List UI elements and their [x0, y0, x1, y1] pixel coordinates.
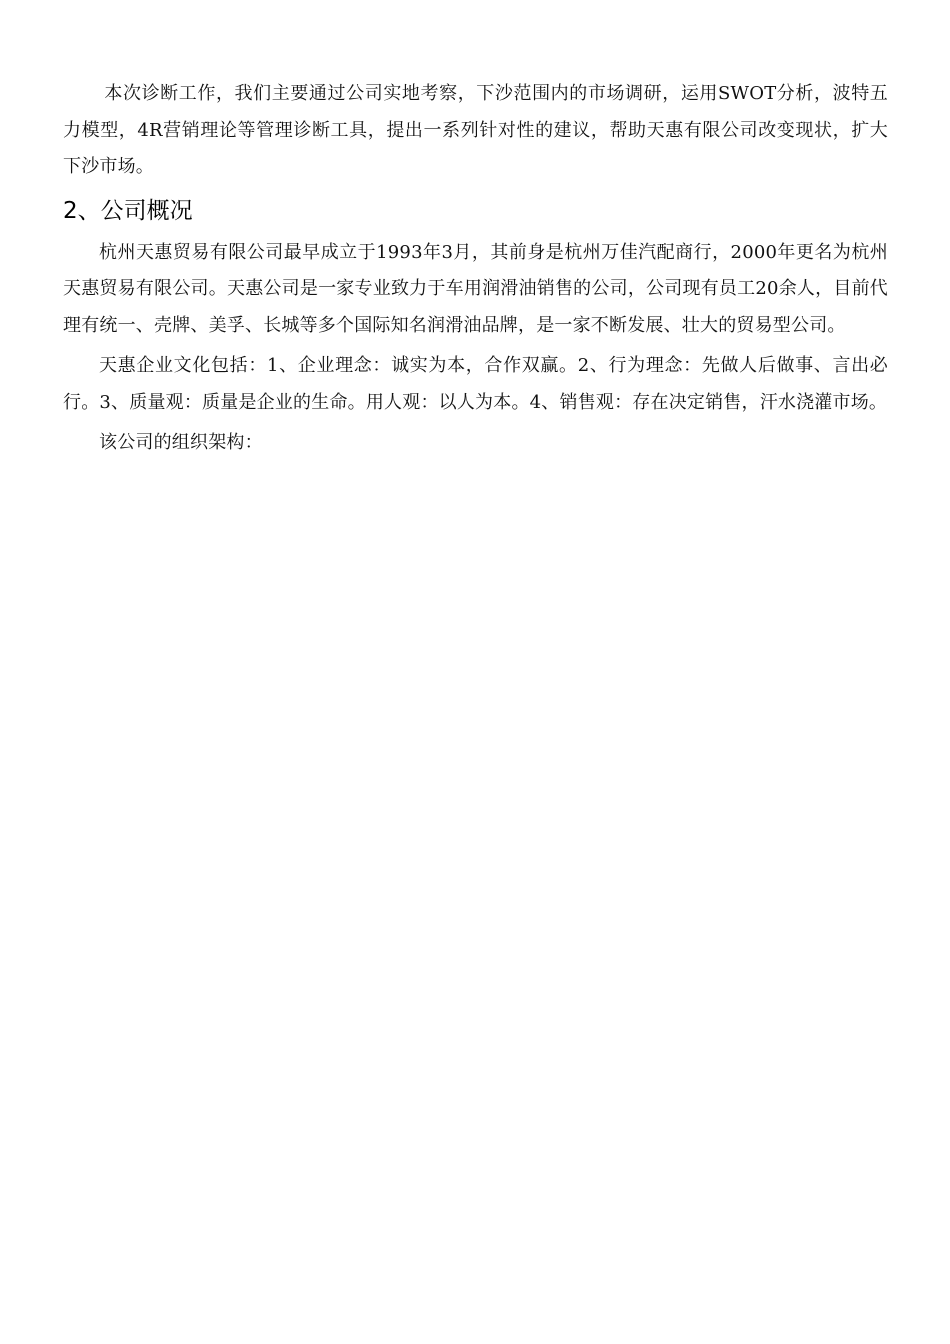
- company-overview-paragraph: 杭州天惠贸易有限公司最早成立于1993年3月，其前身是杭州万佳汽配商行，2000年更名为杭州天惠贸易有限公司。天惠公司是一家专业致力于车用润滑油销售的公司，公司现有员工20余人，目前代理有统一、壳牌、美孚、长城等多个国际知名润滑油品牌，是一家不断发展、壮大的贸易型公司。: [63, 241, 888, 336]
- org-structure-paragraph: 该公司的组织架构：: [99, 432, 263, 453]
- corporate-culture-paragraph: 天惠企业文化包括：1、企业理念：诚实为本，合作双赢。2、行为理念：先做人后做事、言出必行。3、质量观：质量是企业的生命。用人观：以人为本。4、销售观：存在决定销售，汗水浇灌市场。: [63, 355, 888, 413]
- intro-paragraph: 本次诊断工作，我们主要通过公司实地考察，下沙范围内的市场调研，运用SWOT分析，波特五力模型，4R营销理论等管理诊断工具，提出一系列针对性的建议，帮助天惠有限公司改变现状，扩大下沙市场。: [63, 83, 888, 177]
- section-heading: 2、公司概况: [63, 197, 193, 224]
- document-body: [63, 76, 888, 462]
